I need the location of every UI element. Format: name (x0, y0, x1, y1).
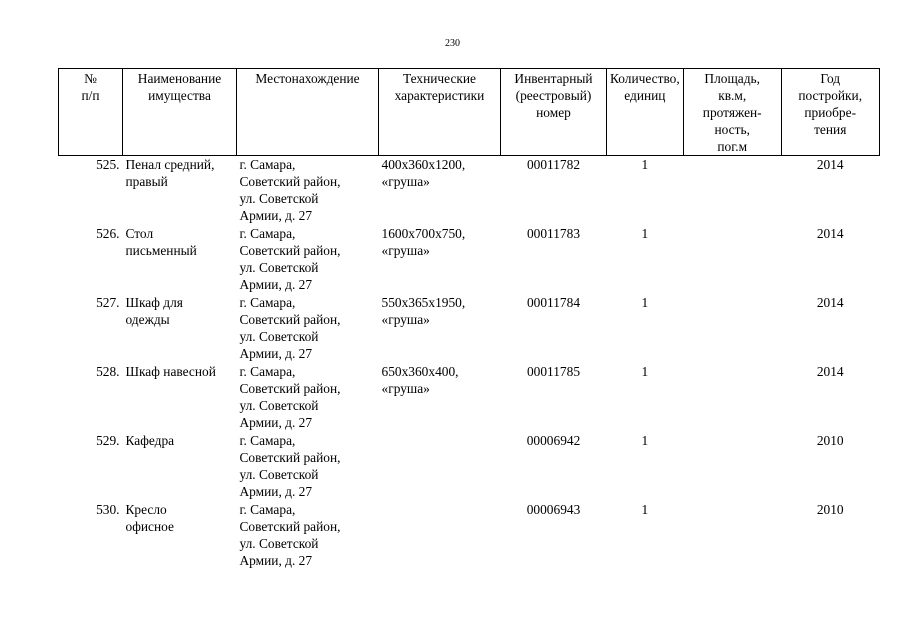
location: г. Самара, Советский район, ул. Советской Армии, д. 27 (239, 157, 341, 223)
row-number: 529. (96, 433, 120, 448)
header-year: Год постройки, приобре- тения (781, 69, 879, 156)
header-property-name: Наименование имущества (123, 69, 237, 156)
table-row (59, 501, 880, 570)
row-number: 526. (96, 226, 120, 241)
property-name: Шкаф навесной (125, 364, 216, 379)
location: г. Самара, Советский район, ул. Советской Армии, д. 27 (239, 502, 341, 568)
area (683, 294, 781, 363)
page-number: 230 (445, 38, 460, 49)
quantity: 1 (641, 226, 649, 241)
technical-specs (379, 501, 501, 570)
table-row (59, 363, 880, 432)
inventory-number: 00011784 (526, 295, 581, 310)
area (683, 432, 781, 501)
property-name: Кресло офисное (125, 502, 174, 534)
inventory-number: 00006942 (526, 433, 581, 448)
header-row-number: № п/п (59, 69, 123, 156)
year: 2010 (816, 433, 844, 448)
area (683, 225, 781, 294)
property-name: Стол письменный (125, 226, 197, 258)
property-name: Пенал средний, правый (125, 157, 215, 189)
area (683, 501, 781, 570)
technical-specs (379, 432, 501, 501)
row-number: 530. (96, 502, 120, 517)
technical-specs: 650х360х400, «груша» (381, 364, 459, 396)
header-area: Площадь, кв.м, протяжен- ность, пог.м (683, 69, 781, 156)
header-technical-specs: Технические характеристики (379, 69, 501, 156)
table-header-row (59, 69, 880, 156)
row-number: 527. (96, 295, 120, 310)
inventory-number: 00006943 (526, 502, 581, 517)
location: г. Самара, Советский район, ул. Советской Армии, д. 27 (239, 433, 341, 499)
table-row (59, 294, 880, 363)
technical-specs: 550х365х1950, «груша» (381, 295, 466, 327)
quantity: 1 (641, 157, 649, 172)
technical-specs: 1600х700х750, «груша» (381, 226, 466, 258)
year: 2014 (816, 226, 844, 241)
property-name: Шкаф для одежды (125, 295, 183, 327)
location: г. Самара, Советский район, ул. Советской Армии, д. 27 (239, 364, 341, 430)
quantity: 1 (641, 433, 649, 448)
inventory-number: 00011785 (526, 364, 581, 379)
property-registry-table (58, 68, 880, 570)
header-quantity: Количество, единиц (607, 69, 684, 156)
table-row (59, 156, 880, 226)
property-name: Кафедра (125, 433, 175, 448)
year: 2014 (816, 364, 844, 379)
location: г. Самара, Советский район, ул. Советской Армии, д. 27 (239, 226, 341, 292)
inventory-number: 00011783 (526, 226, 581, 241)
row-number: 528. (96, 364, 120, 379)
table-row (59, 225, 880, 294)
area (683, 363, 781, 432)
header-location: Местонахождение (237, 69, 379, 156)
header-inventory-number: Инвентарный (реестровый) номер (501, 69, 607, 156)
technical-specs: 400х360х1200, «груша» (381, 157, 466, 189)
quantity: 1 (641, 295, 649, 310)
location: г. Самара, Советский район, ул. Советской Армии, д. 27 (239, 295, 341, 361)
area (683, 156, 781, 226)
year: 2014 (816, 295, 844, 310)
inventory-number: 00011782 (526, 157, 581, 172)
row-number: 525. (96, 157, 120, 172)
table-row (59, 432, 880, 501)
year: 2014 (816, 157, 844, 172)
quantity: 1 (641, 502, 649, 517)
quantity: 1 (641, 364, 649, 379)
year: 2010 (816, 502, 844, 517)
